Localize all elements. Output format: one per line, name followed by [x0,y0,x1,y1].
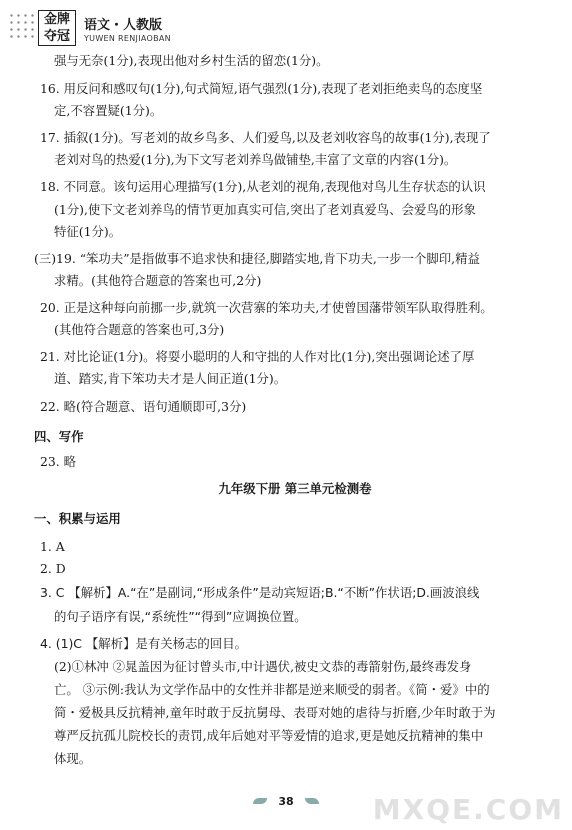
text-line: 定,不容置疑(1分)。 [54,103,163,118]
text-line: (其他符合题意的答案也可,3分) [54,322,225,337]
text-line: (2)①林冲 ②晁盖因为征讨曾头市,中计遇伏,被史文恭的毒箭射伤,最终毒发身 [54,659,472,674]
subject-pinyin: YUWEN RENJIAOBAN [84,34,171,43]
text-line: 2. D [40,561,66,576]
text-line: 20. 正是这种每向前挪一步,就筑一次营寨的笨功夫,才使曾国藩带领军队取得胜利。 [40,300,493,315]
section-heading: 四、写作 [34,429,84,444]
text-line: 尊严反抗孤儿院校长的责罚,成年后她对平等爱情的追求,更是她反抗精神的集中 [54,728,484,743]
header [8,8,208,50]
text-line: 简・爱极具反抗精神,童年时敢于反抗舅母、表哥对她的虐待与折磨,少年时敢于为 [54,705,496,720]
text-line: 21. 对比论证(1分)。将耍小聪明的人和守拙的人作对比(1分),突出强调论述了厚 [40,349,475,364]
text-line: 强与无奈(1分),表现出他对乡村生活的留恋(1分)。 [54,53,329,68]
text-line: 体现。 [54,751,92,766]
text-line: 22. 略(符合题意、语句通顺即可,3分) [40,399,247,414]
dots-decoration-icon [8,12,36,40]
subject-brand: 语文・人教版 [84,18,163,33]
page-number: 38 [278,795,294,808]
text-line: (三)19. “笨功夫”是指做事不追求快和捷径,脚踏实地,肯下功夫,一步一个脚印,精益 [34,251,480,266]
text-line: 老刘对鸟的热爱(1分),为下文写老刘养鸟做铺垫,丰富了文章的内容(1分)。 [54,152,457,167]
watermark: MXQE.COM [372,793,564,826]
text-line: 1. A [40,539,65,554]
unit-title: 九年级下册 第三单元检测卷 [218,481,372,496]
text-line: 18. 不同意。该句运用心理描写(1分),从老刘的视角,表现他对鸟儿生存状态的认识 [40,179,486,194]
text-line: 23. 略 [40,454,77,469]
text-line: 3. C 【解析】A.“在”是副词,“形成条件”是动宾短语;B.“不断”作状语;D.画波浪线 [40,585,480,600]
logo-line-1: 金牌 [43,12,70,27]
text-line: (1分),使下文老刘养鸟的情节更加真实可信,突出了老刘真爱鸟、会爱鸟的形象 [54,202,476,217]
leaf-right-icon [305,798,319,804]
logo-line-2: 夺冠 [43,29,70,44]
text-line: 亡。 ③示例:我认为文学作品中的女性并非都是逆来顺受的弱者。《简・爱》中的 [54,682,490,697]
text-line: 的句子语序有误,“系统性”“得到”应调换位置。 [54,609,307,624]
leaf-left-icon [253,798,267,804]
series-logo [38,10,76,46]
section-heading: 一、积累与运用 [34,511,121,526]
text-line: 特征(1分)。 [54,224,122,239]
text-line: 求精。(其他符合题意的答案也可,2分) [54,273,262,288]
text-line: 道、踏实,肯下笨功夫才是人间正道(1分)。 [54,371,287,386]
text-line: 17. 插叙(1分)。写老刘的故乡鸟多、人们爱鸟,以及老刘收容鸟的故事(1分),表现了 [40,130,491,145]
text-line: 16. 用反问和感叹句(1分),句式简短,语气强烈(1分),表现了老刘拒绝卖鸟的态度坚 [40,81,483,96]
text-line: 4. (1)C 【解析】是有关杨志的回目。 [40,636,247,651]
